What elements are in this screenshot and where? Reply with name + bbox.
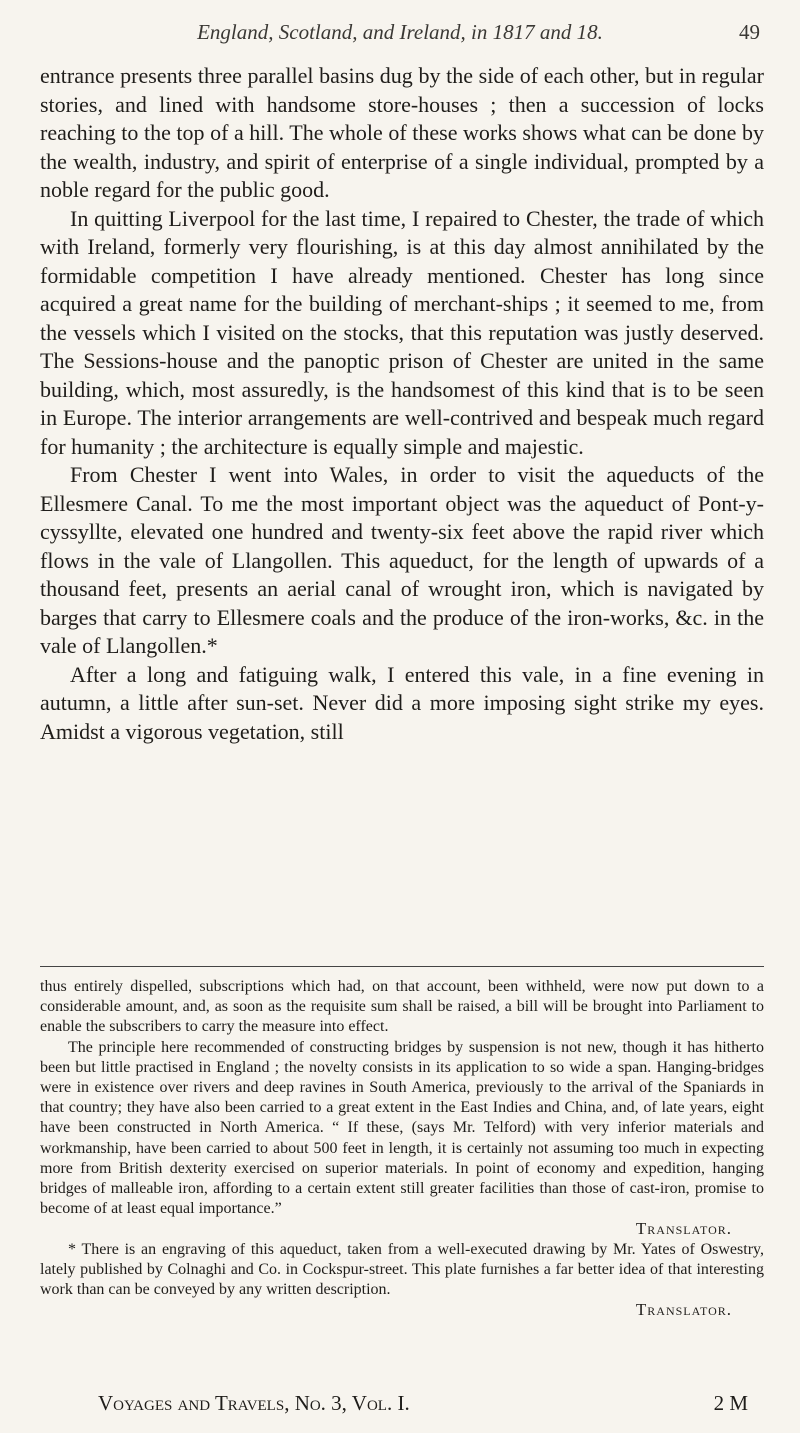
footnotes bbox=[40, 977, 764, 1320]
series-signature: Voyages and Travels, No. 3, Vol. I. bbox=[98, 1391, 410, 1415]
signature-mark: 2 M bbox=[713, 1391, 748, 1415]
body-paragraph-3: From Chester I went into Wales, in order to visit the aqueducts of the Ellesmere Canal. To me the most important object was the aqueduct of Pont-y-cyssyllte, elevated one hundred and twenty-six feet above the rapid river which flows in the vale of Llangollen. This aqueduct, for the length of upwards of a thousand feet, presents an aerial canal of wrought iron, which is navigated by barges that carry to Ellesmere coals and the produce of the iron-works, &c. in the vale of Llangollen.* bbox=[40, 462, 764, 658]
signature-line bbox=[40, 1391, 764, 1421]
body-paragraph-4: After a long and fatiguing walk, I entered this vale, in a fine evening in autumn, a little after sun-set. Never did a more imposing sight strike my eyes. Amidst a vigorous vegetation, still bbox=[40, 661, 764, 744]
translator-signature-1: Translator. bbox=[635, 1219, 732, 1239]
running-head bbox=[40, 20, 760, 54]
footnote-suspension-bridges: The principle here recommended of constructing bridges by suspension is not new, though it has hitherto been but little practised in England ; the novelty consists in its application to so wide a span. Hanging-bridges were in existence over rivers and deep ravines in South America, previously to the arrival of the Spaniards in that country; they have also been carried to a great extent in the East Indies and China, and, of late years, eight have been constructed in North America. “ If these, (says Mr. Telford) with very inferior materials and workmanship, have been carried to about 500 feet in length, it is certainly not assuming too much in expecting more from British dexterity exercised on superior materials. In point of economy and expedition, hanging bridges of malleable iron, affording to a certain extent still greater facilities than those of cast-iron, promise to become of at least equal importance.” bbox=[40, 1038, 764, 1218]
page-number: 49 bbox=[739, 20, 760, 44]
running-head-title: England, Scotland, and Ireland, in 1817 and 18. bbox=[197, 20, 603, 44]
footnote-aqueduct-engraving: * There is an engraving of this aqueduct, taken from a well-executed drawing by Mr. Yates of Oswestry, lately published by Colnaghi and Co. in Cockspur-street. This plate furnishes a far better idea of that interesting work than can be conveyed by any written description. bbox=[40, 1240, 764, 1299]
footnote-continuation: thus entirely dispelled, subscriptions which had, on that account, been withheld, were now put down to a considerable amount, and, as soon as the requisite sum shall be raised, a bill will be brought into Parliament to enable the subscribers to carry the measure into effect. bbox=[40, 978, 764, 1036]
footnote-rule bbox=[40, 966, 764, 967]
translator-signature-2: Translator. bbox=[635, 1300, 732, 1320]
main-text bbox=[40, 62, 764, 746]
body-paragraph-1: entrance presents three parallel basins dug by the side of each other, but in regular stories, and lined with handsome store-houses ; then a succession of locks reaching to the top of a hill. The whole of these works shows what can be done by the wealth, industry, and spirit of enterprise of a single individual, prompted by a noble regard for the public good. bbox=[40, 63, 764, 202]
body-paragraph-2: In quitting Liverpool for the last time, I repaired to Chester, the trade of which with Ireland, formerly very flourishing, is at this day almost annihilated by the formidable competition I have already mentioned. Chester has long since acquired a great name for the building of merchant-ships ; it seemed to me, from the vessels which I visited on the stocks, that this reputation was justly deserved. The Sessions-house and the panoptic prison of Chester are united in the same building, which, most assuredly, is the handsomest of this kind that is to be seen in Europe. The interior arrangements are well-contrived and bespeak much regard for humanity ; the architecture is equally simple and majestic. bbox=[40, 205, 764, 459]
